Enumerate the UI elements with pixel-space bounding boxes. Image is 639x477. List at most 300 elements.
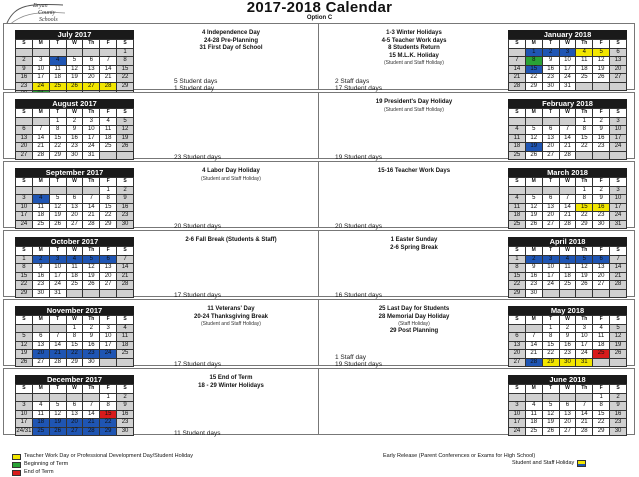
logo-line-3: Schools — [39, 17, 58, 23]
day-cell: 20 — [83, 74, 100, 83]
day-cell: 29 — [525, 82, 542, 91]
month-notes — [144, 375, 318, 437]
day-cell: 9 — [117, 402, 134, 411]
month-panel-february-2018 — [318, 92, 635, 159]
day-cell: 21 — [559, 143, 576, 152]
day-cell: 12 — [542, 410, 559, 419]
day-count: 17 Student days — [174, 292, 221, 299]
day-cell: 7 — [509, 57, 526, 66]
weekday-label: F — [593, 385, 610, 394]
day-cell: 10 — [576, 333, 593, 342]
week-row — [509, 126, 627, 135]
day-cell: 18 — [509, 143, 526, 152]
week-row — [509, 419, 627, 428]
day-cell: 4 — [576, 48, 593, 57]
day-cell: 4 — [117, 324, 134, 333]
day-cell: 23 — [16, 82, 33, 91]
day-cell: 19 — [542, 419, 559, 428]
day-cell: 20 — [610, 65, 627, 74]
week-row — [16, 143, 134, 152]
month-title: September 2017 — [15, 168, 134, 177]
month-title: February 2018 — [508, 99, 627, 108]
day-cell: 25 — [32, 220, 49, 229]
week-row — [509, 289, 627, 298]
day-cell: 14 — [117, 264, 134, 273]
day-cell — [525, 186, 542, 195]
day-cell: 19 — [525, 212, 542, 221]
month-panel-november-2017 — [3, 299, 320, 366]
day-cell: 12 — [593, 57, 610, 66]
day-cell: 9 — [542, 57, 559, 66]
month-title: May 2018 — [508, 306, 627, 315]
week-row — [509, 212, 627, 221]
day-cell: 30 — [83, 358, 100, 367]
day-cell: 29 — [576, 220, 593, 229]
day-cell: 18 — [32, 419, 49, 428]
day-cell: 5 — [49, 402, 66, 411]
day-cell: 8 — [117, 57, 134, 66]
day-cell: 18 — [576, 65, 593, 74]
day-count: 17 Student days — [174, 361, 221, 368]
day-cell: 9 — [32, 264, 49, 273]
week-row — [509, 186, 627, 195]
day-cell: 21 — [32, 143, 49, 152]
weekday-label: F — [593, 109, 610, 118]
day-cell: 6 — [559, 402, 576, 411]
day-cell: 3 — [16, 195, 33, 204]
month-grid — [15, 315, 134, 367]
day-cell: 3 — [610, 186, 627, 195]
day-cell: 4 — [32, 402, 49, 411]
day-cell: 27 — [542, 151, 559, 160]
week-row — [509, 324, 627, 333]
day-cell: 3 — [576, 324, 593, 333]
day-cell — [509, 324, 526, 333]
day-cell — [576, 393, 593, 402]
weekday-label: S — [117, 109, 134, 118]
day-cell: 28 — [576, 427, 593, 436]
day-cell: 26 — [16, 358, 33, 367]
weekday-label: T — [542, 40, 559, 49]
day-cell: 30 — [610, 427, 627, 436]
event-text: 1-3 Winter Holidays — [386, 30, 442, 36]
day-cell: 21 — [83, 419, 100, 428]
day-cell: 18 — [49, 74, 66, 83]
month-calendar — [508, 237, 627, 298]
day-cell: 25 — [509, 220, 526, 229]
day-cell: 5 — [576, 255, 593, 264]
day-cell: 30 — [593, 220, 610, 229]
month-grid — [508, 177, 627, 229]
day-cell: 26 — [66, 82, 83, 91]
day-cell: 20 — [32, 350, 49, 359]
month-notes — [323, 237, 505, 299]
day-count: 11 Student days — [174, 430, 221, 437]
day-cell — [66, 186, 83, 195]
day-cell: 5 — [49, 195, 66, 204]
day-cell — [509, 117, 526, 126]
day-cell: 20 — [66, 212, 83, 221]
event-text: 25 Last Day for Students — [378, 306, 450, 312]
weekday-label: W — [559, 40, 576, 49]
weekday-label: F — [100, 40, 117, 49]
month-title: November 2017 — [15, 306, 134, 315]
week-row — [509, 203, 627, 212]
day-cell — [559, 117, 576, 126]
day-cell: 16 — [525, 272, 542, 281]
day-cell — [610, 358, 627, 367]
day-cell: 1 — [66, 324, 83, 333]
day-cell: 2 — [525, 255, 542, 264]
day-cell: 2 — [559, 324, 576, 333]
day-cell: 9 — [593, 126, 610, 135]
weekday-label: F — [100, 178, 117, 187]
day-count: 19 Student days — [335, 154, 382, 161]
day-cell: 18 — [117, 341, 134, 350]
day-cell: 7 — [117, 255, 134, 264]
day-cell: 10 — [559, 57, 576, 66]
day-cell: 6 — [610, 48, 627, 57]
day-cell: 27 — [66, 427, 83, 436]
day-cell: 24 — [16, 220, 33, 229]
event-subtext: (Student and Staff Holiday) — [201, 175, 261, 182]
day-cell: 29 — [100, 220, 117, 229]
day-cell: 1 — [100, 393, 117, 402]
day-cell: 15 — [66, 341, 83, 350]
day-cell: 16 — [559, 341, 576, 350]
day-cell: 13 — [83, 65, 100, 74]
day-cell — [49, 393, 66, 402]
day-cell: 19 — [49, 212, 66, 221]
day-cell: 19 — [610, 341, 627, 350]
day-cell: 20 — [66, 419, 83, 428]
day-cell: 26 — [610, 350, 627, 359]
day-cell: 17 — [509, 419, 526, 428]
day-cell: 26 — [525, 220, 542, 229]
day-cell: 10 — [509, 410, 526, 419]
weekday-header-row — [16, 316, 134, 325]
day-cell: 9 — [66, 126, 83, 135]
day-cell: 9 — [610, 402, 627, 411]
day-cell: 30 — [32, 289, 49, 298]
weekday-label: S — [509, 178, 526, 187]
day-cell: 14 — [610, 264, 627, 273]
day-cell: 21 — [610, 272, 627, 281]
day-cell: 19 — [576, 272, 593, 281]
day-cell: 10 — [542, 264, 559, 273]
day-cell: 22 — [66, 350, 83, 359]
day-cell: 30 — [117, 220, 134, 229]
day-cell: 1 — [16, 255, 33, 264]
day-cell: 19 — [49, 419, 66, 428]
day-cell — [66, 48, 83, 57]
day-cell: 20 — [593, 272, 610, 281]
weekday-label: T — [542, 109, 559, 118]
day-cell: 23 — [525, 281, 542, 290]
day-cell: 27 — [83, 82, 100, 91]
day-cell: 21 — [100, 74, 117, 83]
day-cell: 18 — [32, 212, 49, 221]
day-cell — [593, 151, 610, 160]
weekday-label: W — [66, 178, 83, 187]
week-row — [509, 195, 627, 204]
day-cell: 29 — [117, 82, 134, 91]
month-panel-march-2018 — [318, 161, 635, 228]
day-cell: 8 — [542, 333, 559, 342]
day-cell: 26 — [525, 151, 542, 160]
day-cell: 12 — [525, 203, 542, 212]
day-cell: 2 — [66, 117, 83, 126]
day-cell: 15 — [16, 272, 33, 281]
day-cell — [83, 186, 100, 195]
day-cell — [559, 393, 576, 402]
event-subtext: (Student and Staff Holiday) — [384, 106, 444, 113]
day-count: 5 Student days — [174, 78, 218, 85]
weekday-label: S — [117, 178, 134, 187]
week-row — [16, 82, 134, 91]
week-row — [16, 324, 134, 333]
weekday-label: S — [509, 109, 526, 118]
day-cell: 16 — [83, 341, 100, 350]
month-panel-april-2018 — [318, 230, 635, 297]
day-cell: 3 — [559, 48, 576, 57]
day-cell: 4 — [509, 126, 526, 135]
day-cell: 23 — [559, 350, 576, 359]
day-cell: 16 — [610, 410, 627, 419]
day-cell: 11 — [576, 57, 593, 66]
month-title: March 2018 — [508, 168, 627, 177]
day-cell — [49, 324, 66, 333]
day-cell: 3 — [83, 117, 100, 126]
weekday-label: M — [32, 385, 49, 394]
day-cell: 28 — [559, 220, 576, 229]
week-row — [509, 264, 627, 273]
day-cell: 16 — [542, 65, 559, 74]
week-row — [509, 272, 627, 281]
day-cell: 24 — [542, 281, 559, 290]
event-text: 4-5 Teacher Work days — [381, 37, 447, 44]
day-cell: 3 — [100, 324, 117, 333]
day-count: 2 Staff days — [335, 78, 370, 85]
legend-swatch-red — [12, 470, 21, 476]
day-cell: 21 — [525, 350, 542, 359]
day-cell — [559, 186, 576, 195]
day-cell: 20 — [559, 419, 576, 428]
week-row — [509, 117, 627, 126]
month-notes — [323, 168, 505, 230]
weekday-label: S — [610, 178, 627, 187]
month-notes — [323, 30, 505, 92]
month-grid — [15, 39, 134, 100]
day-cell: 18 — [525, 419, 542, 428]
day-cell — [559, 289, 576, 298]
day-cell: 12 — [49, 203, 66, 212]
day-cell: 17 — [542, 272, 559, 281]
legend-item-teacher-work — [12, 453, 193, 460]
weekday-label: T — [49, 109, 66, 118]
legend-label-staff-holiday: Student and Staff Holiday — [512, 460, 575, 466]
day-cell: 11 — [509, 203, 526, 212]
week-row — [16, 255, 134, 264]
day-cell — [576, 82, 593, 91]
week-row — [509, 74, 627, 83]
day-cell: 2 — [542, 48, 559, 57]
day-cell: 15 — [525, 65, 542, 74]
day-cell: 16 — [66, 134, 83, 143]
week-row — [509, 341, 627, 350]
day-cell: 16 — [117, 203, 134, 212]
day-cell: 12 — [525, 134, 542, 143]
month-grid — [508, 384, 627, 436]
day-cell: 31 — [49, 289, 66, 298]
day-cell: 31 — [559, 82, 576, 91]
day-cell: 4 — [509, 195, 526, 204]
day-cell: 8 — [525, 57, 542, 66]
weekday-label: M — [32, 40, 49, 49]
day-cell: 16 — [593, 134, 610, 143]
weekday-header-row — [16, 247, 134, 256]
day-cell: 11 — [525, 410, 542, 419]
weekday-label: M — [525, 109, 542, 118]
weekday-label: F — [593, 40, 610, 49]
day-cell — [117, 151, 134, 160]
day-cell: 12 — [576, 264, 593, 273]
event-text: 4 Labor Day Holiday — [202, 168, 260, 174]
week-row — [16, 289, 134, 298]
week-row — [16, 212, 134, 221]
week-row — [16, 350, 134, 359]
day-cell: 27 — [16, 151, 33, 160]
day-cell: 31 — [610, 220, 627, 229]
day-cell: 23 — [32, 281, 49, 290]
month-calendar — [15, 237, 134, 298]
day-cell: 16 — [593, 203, 610, 212]
event-subtext: (Staff Holiday) — [398, 321, 430, 327]
day-cell: 19 — [593, 65, 610, 74]
day-cell: 14 — [559, 203, 576, 212]
day-cell: 17 — [16, 212, 33, 221]
day-cell — [100, 358, 117, 367]
day-cell: 31 — [83, 151, 100, 160]
day-cell: 25 — [66, 281, 83, 290]
day-cell: 10 — [83, 126, 100, 135]
event-text: 31 First Day of School — [199, 45, 263, 51]
day-cell: 25 — [509, 151, 526, 160]
day-cell: 22 — [576, 143, 593, 152]
day-cell: 8 — [100, 195, 117, 204]
day-cell: 28 — [509, 82, 526, 91]
month-panel-october-2017 — [3, 230, 320, 297]
color-legend — [0, 452, 639, 477]
week-row — [16, 195, 134, 204]
day-cell: 15 — [49, 134, 66, 143]
month-panel-january-2018 — [318, 23, 635, 90]
day-cell: 26 — [593, 74, 610, 83]
day-cell: 13 — [16, 134, 33, 143]
week-row — [16, 427, 134, 436]
month-grid — [508, 39, 627, 91]
day-cell — [509, 48, 526, 57]
weekday-label: M — [32, 178, 49, 187]
day-cell: 22 — [576, 212, 593, 221]
weekday-header-row — [509, 178, 627, 187]
weekday-label: S — [509, 385, 526, 394]
day-cell: 30 — [525, 289, 542, 298]
day-cell: 9 — [593, 195, 610, 204]
day-cell: 5 — [16, 333, 33, 342]
day-cell: 15 — [100, 410, 117, 419]
weekday-label: S — [117, 40, 134, 49]
day-cell: 11 — [32, 410, 49, 419]
weekday-label: F — [593, 178, 610, 187]
day-cell: 22 — [117, 74, 134, 83]
day-cell: 18 — [100, 134, 117, 143]
day-cell: 12 — [610, 333, 627, 342]
day-count: 23 Student days — [174, 154, 221, 161]
day-cell: 27 — [593, 281, 610, 290]
month-notes — [144, 306, 318, 368]
weekday-label: Th — [576, 247, 593, 256]
day-cell: 15 — [593, 410, 610, 419]
day-cell: 15 — [509, 272, 526, 281]
day-cell: 26 — [117, 143, 134, 152]
day-cell: 10 — [100, 333, 117, 342]
month-grid — [15, 384, 134, 436]
legend-label-end: End of Term — [24, 469, 54, 475]
week-row — [509, 350, 627, 359]
page-title: 2017-2018 Calendar — [246, 0, 393, 16]
month-title: August 2017 — [15, 99, 134, 108]
weekday-label: M — [32, 316, 49, 325]
day-cell: 28 — [610, 281, 627, 290]
day-cell: 6 — [66, 195, 83, 204]
day-cell — [66, 393, 83, 402]
weekday-label: T — [49, 178, 66, 187]
day-cell: 22 — [525, 74, 542, 83]
day-cell: 23 — [117, 212, 134, 221]
day-cell: 2 — [16, 57, 33, 66]
day-cell: 11 — [117, 333, 134, 342]
day-cell: 11 — [559, 264, 576, 273]
weekday-label: S — [16, 178, 33, 187]
weekday-label: T — [49, 316, 66, 325]
day-cell — [16, 324, 33, 333]
day-cell: 22 — [593, 419, 610, 428]
day-cell — [525, 393, 542, 402]
day-cell: 13 — [542, 203, 559, 212]
weekday-label: W — [66, 385, 83, 394]
day-cell — [32, 186, 49, 195]
day-cell: 13 — [509, 341, 526, 350]
week-row — [509, 255, 627, 264]
day-cell: 11 — [593, 333, 610, 342]
day-cell: 14 — [525, 341, 542, 350]
month-calendar — [15, 30, 134, 100]
day-cell: 24 — [610, 143, 627, 152]
day-cell: 2 — [83, 324, 100, 333]
day-cell: 12 — [83, 264, 100, 273]
month-panel-june-2018 — [318, 368, 635, 435]
day-cell: 17 — [559, 65, 576, 74]
day-cell: 15 — [100, 203, 117, 212]
weekday-label: S — [16, 247, 33, 256]
weekday-label: Th — [83, 40, 100, 49]
day-cell: 30 — [117, 427, 134, 436]
day-cell: 22 — [509, 281, 526, 290]
weekday-label: T — [542, 247, 559, 256]
week-row — [16, 264, 134, 273]
day-cell: 28 — [100, 82, 117, 91]
